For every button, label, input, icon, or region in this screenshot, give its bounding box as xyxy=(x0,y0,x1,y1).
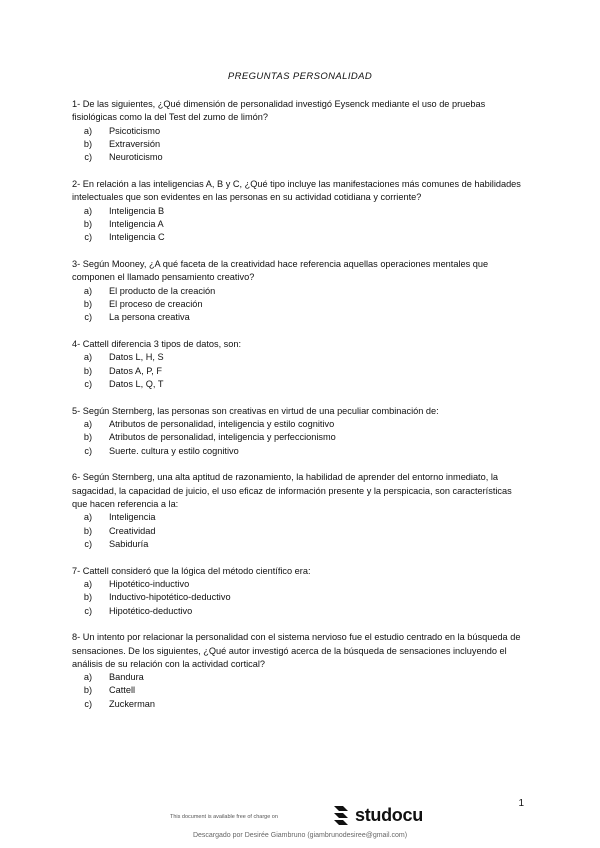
option-text: Datos L, H, S xyxy=(109,352,164,363)
studocu-logo-text: studocu xyxy=(355,804,423,825)
option-item xyxy=(72,351,522,364)
option-text: Atributos de personalidad, inteligencia y estilo cognitivo xyxy=(109,418,335,429)
option-letter: a) xyxy=(83,578,92,589)
option-item xyxy=(72,578,522,591)
option-letter: c) xyxy=(84,312,92,323)
option-text: Extraversión xyxy=(109,138,161,149)
question-text: 3- Según Mooney, ¿A qué faceta de la creatividad hace referencia aquellas operaciones mentales que componen el llamado pensamiento creativo? xyxy=(72,258,489,283)
option-text: Datos A, P, F xyxy=(109,365,162,376)
option-list xyxy=(72,578,522,618)
option-letter: a) xyxy=(83,352,92,363)
option-list xyxy=(72,285,522,325)
option-text: El proceso de creación xyxy=(109,298,203,309)
question-item xyxy=(72,98,522,164)
question-list xyxy=(72,98,522,725)
availability-note: This document is available free of charge on xyxy=(170,814,278,820)
option-letter: b) xyxy=(83,685,92,696)
question-text: 4- Cattell diferencia 3 tipos de datos, son: xyxy=(72,338,242,349)
question-text: 5- Según Sternberg, las personas son creativas en virtud de una peculiar combinación de: xyxy=(72,405,439,416)
question-item xyxy=(72,178,522,244)
option-text: Inteligencia A xyxy=(109,218,164,229)
option-letter: b) xyxy=(83,365,92,376)
option-item xyxy=(72,311,522,324)
option-item xyxy=(72,591,522,604)
option-letter: c) xyxy=(84,605,92,616)
page-title: PREGUNTAS PERSONALIDAD xyxy=(227,71,373,82)
option-text: Creatividad xyxy=(109,525,156,536)
question-text: 7- Cattell consideró que la lógica del método científico era: xyxy=(72,565,311,576)
studocu-logo[interactable] xyxy=(330,804,423,826)
option-text: Cattell xyxy=(109,685,136,696)
option-item xyxy=(72,605,522,618)
option-letter: b) xyxy=(83,525,92,536)
option-item xyxy=(72,151,522,164)
option-text: Psicoticismo xyxy=(109,125,161,136)
option-text: El producto de la creación xyxy=(109,285,216,296)
option-text: Zuckerman xyxy=(109,698,155,709)
option-text: Suerte. cultura y estilo cognitivo xyxy=(109,445,239,456)
option-text: Neuroticismo xyxy=(109,152,163,163)
option-item xyxy=(72,365,522,378)
option-letter: b) xyxy=(83,298,92,309)
option-item xyxy=(72,205,522,218)
question-text: 8- Un intento por relacionar la personalidad con el sistema nervioso fue el estudio centrado en la búsqueda de sensaciones. De los siguientes, ¿Qué autor investigó acerca de la búsqueda de sensaciones incluyendo el análisis de su relación con la actividad cortical? xyxy=(72,632,521,669)
option-list xyxy=(72,351,522,391)
option-letter: b) xyxy=(83,218,92,229)
question-item xyxy=(72,565,522,618)
page-number: 1 xyxy=(518,798,524,809)
option-item xyxy=(72,698,522,711)
option-text: Inteligencia C xyxy=(109,232,165,243)
option-item xyxy=(72,378,522,391)
option-text: Inteligencia xyxy=(109,512,156,523)
option-letter: c) xyxy=(84,445,92,456)
option-item xyxy=(72,671,522,684)
option-letter: a) xyxy=(83,418,92,429)
option-text: Inteligencia B xyxy=(109,205,165,216)
question-text: 2- En relación a las inteligencias A, B y C, ¿Qué tipo incluye las manifestaciones más comunes de habilidades intelectuales que son evidentes en las personas en su actividad cotidiana y corriente? xyxy=(72,178,521,203)
option-text: Sabiduría xyxy=(109,538,149,549)
option-item xyxy=(72,511,522,524)
option-letter: c) xyxy=(84,538,92,549)
option-letter: a) xyxy=(83,672,92,683)
option-item xyxy=(72,298,522,311)
option-item xyxy=(72,538,522,551)
option-item xyxy=(72,231,522,244)
option-letter: b) xyxy=(83,592,92,603)
option-letter: c) xyxy=(84,152,92,163)
download-note: Descargado por Desirée Giambruno (giambrunodesiree@gmail.com) xyxy=(192,832,408,839)
option-item xyxy=(72,138,522,151)
option-text: La persona creativa xyxy=(109,312,190,323)
studocu-logo-icon xyxy=(330,804,352,826)
option-item xyxy=(72,684,522,697)
option-letter: c) xyxy=(84,698,92,709)
option-letter: a) xyxy=(83,205,92,216)
option-letter: b) xyxy=(83,138,92,149)
question-text: 1- De las siguientes, ¿Qué dimensión de personalidad investigó Eysenck mediante el uso de pruebas fisiológicas como la del Test del zumo de limón? xyxy=(72,99,486,123)
option-list xyxy=(72,418,522,458)
option-text: Hipotético-deductivo xyxy=(109,605,193,616)
option-text: Bandura xyxy=(109,672,144,683)
option-text: Inductivo-hipotético-deductivo xyxy=(109,592,231,603)
question-item xyxy=(72,258,522,324)
option-item xyxy=(72,525,522,538)
option-item xyxy=(72,285,522,298)
option-letter: a) xyxy=(83,125,92,136)
option-list xyxy=(72,511,522,551)
option-text: Hipotético-inductivo xyxy=(109,578,190,589)
option-text: Datos L, Q, T xyxy=(109,378,164,389)
option-letter: c) xyxy=(84,378,92,389)
option-letter: a) xyxy=(83,512,92,523)
option-item xyxy=(72,418,522,431)
option-list xyxy=(72,205,522,245)
option-letter: c) xyxy=(84,232,92,243)
option-letter: b) xyxy=(83,432,92,443)
question-item xyxy=(72,471,522,551)
question-item xyxy=(72,405,522,458)
option-list xyxy=(72,671,522,711)
option-letter: a) xyxy=(83,285,92,296)
option-list xyxy=(72,125,522,165)
option-text: Atributos de personalidad, inteligencia y perfeccionismo xyxy=(109,432,336,443)
option-item xyxy=(72,431,522,444)
option-item xyxy=(72,125,522,138)
option-item xyxy=(72,218,522,231)
question-item xyxy=(72,338,522,391)
question-text: 6- Según Sternberg, una alta aptitud de razonamiento, la habilidad de aprender del entorno inmediato, la sagacidad, la capacidad de juicio, el uso eficaz de información presente y la perspicacia, son características que hacen referencia a la: xyxy=(72,472,512,509)
question-item xyxy=(72,631,522,711)
option-item xyxy=(72,445,522,458)
